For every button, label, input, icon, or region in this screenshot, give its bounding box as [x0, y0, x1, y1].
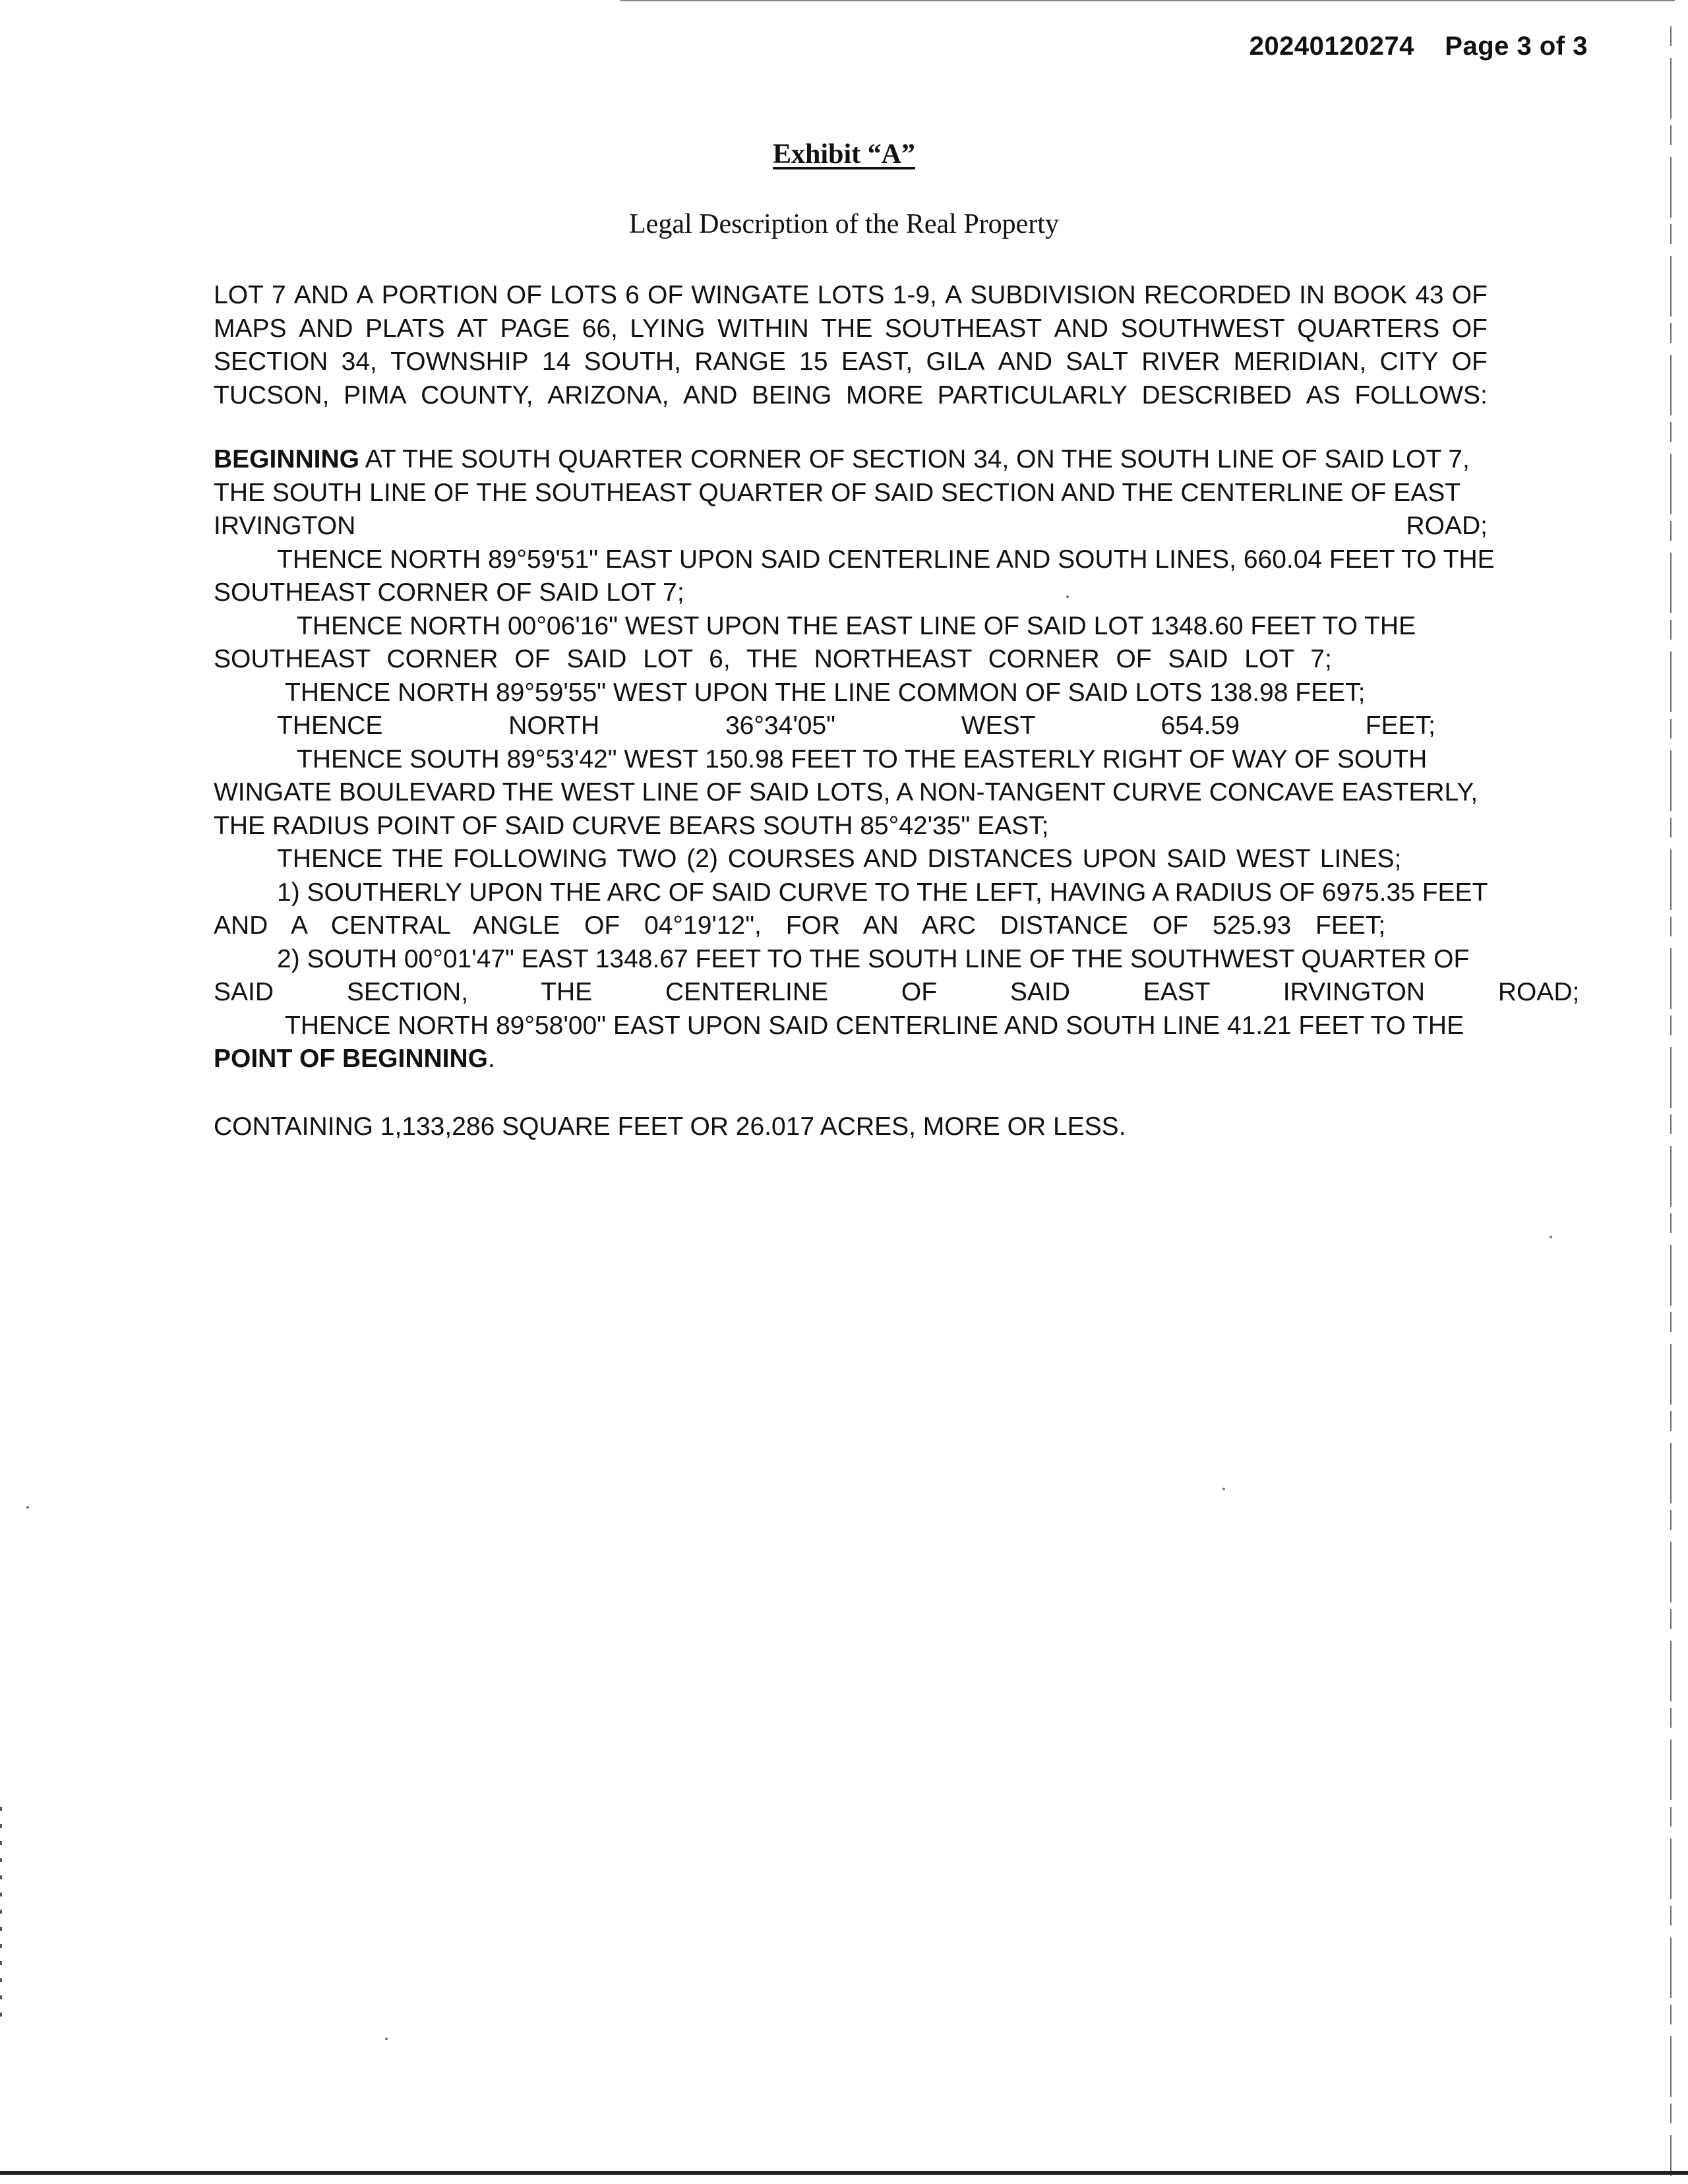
scan-speck	[1222, 1488, 1225, 1490]
text-line: BEGINNING AT THE SOUTH QUARTER CORNER OF SECTION 34, ON THE SOUTH LINE OF SAID LOT 7,	[214, 445, 1470, 473]
scan-speck	[26, 1506, 29, 1509]
text-line: IRVINGTON ROAD;	[214, 512, 1488, 540]
text-line: 1) SOUTHERLY UPON THE ARC OF SAID CURVE TO THE LEFT, HAVING A RADIUS OF 6975.35 FEET	[277, 878, 1488, 907]
document-number: 20240120274	[1249, 32, 1414, 61]
text-line: LOT 7 AND A PORTION OF LOTS 6 OF WINGATE LOTS 1-9, A SUBDIVISION RECORDED IN BOOK 43 OF	[214, 281, 1488, 309]
scan-edge-left	[0, 1807, 2, 2018]
text-line: MAPS AND PLATS AT PAGE 66, LYING WITHIN THE SOUTHEAST AND SOUTHWEST QUARTERS OF	[214, 314, 1488, 343]
area-statement	[214, 1110, 1488, 1144]
text-line: THE RADIUS POINT OF SAID CURVE BEARS SOUTH 85°42'35" EAST;	[214, 811, 1049, 840]
recording-header	[1250, 32, 1588, 61]
text-line: THENCE NORTH 89°58'00" EAST UPON SAID CENTERLINE AND SOUTH LINE 41.21 FEET TO THE	[285, 1011, 1464, 1040]
boundary-description	[214, 443, 1580, 1076]
text-line: SAID SECTION, THE CENTERLINE OF SAID EAST IRVINGTON ROAD;	[214, 978, 1580, 1006]
scan-edge-right	[1670, 26, 1672, 2176]
scan-speck	[385, 2038, 388, 2040]
exhibit-subtitle: Legal Description of the Real Property	[629, 209, 1059, 239]
page-label: Page 3 of 3	[1445, 32, 1588, 61]
text-line: THENCE NORTH 89°59'55" WEST UPON THE LINE COMMON OF SAID LOTS 138.98 FEET;	[285, 678, 1366, 707]
text-line: SOUTHEAST CORNER OF SAID LOT 6, THE NORTHEAST CORNER OF SAID LOT 7;	[214, 645, 1332, 673]
text-line: SOUTHEAST CORNER OF SAID LOT 7;	[214, 578, 684, 607]
beginning-label: BEGINNING	[214, 445, 360, 473]
text-line: CONTAINING 1,133,286 SQUARE FEET OR 26.017 ACRES, MORE OR LESS.	[214, 1112, 1126, 1141]
text-line: AND A CENTRAL ANGLE OF 04°19'12", FOR AN ARC DISTANCE OF 525.93 FEET;	[214, 911, 1386, 940]
intro-paragraph	[214, 279, 1488, 412]
scan-edge-top	[620, 0, 1675, 1]
text-line: THENCE SOUTH 89°53'42" WEST 150.98 FEET TO THE EASTERLY RIGHT OF WAY OF SOUTH	[297, 744, 1428, 774]
text-line: THENCE NORTH 00°06'16" WEST UPON THE EAST LINE OF SAID LOT 1348.60 FEET TO THE	[297, 611, 1416, 640]
exhibit-title: Exhibit “A”	[773, 139, 915, 169]
scan-edge-bottom	[0, 2171, 1688, 2175]
text-line: POINT OF BEGINNING.	[214, 1045, 495, 1073]
scan-speck	[1550, 1236, 1552, 1238]
text-line: THENCE THE FOLLOWING TWO (2) COURSES AND DISTANCES UPON SAID WEST LINES;	[277, 845, 1402, 873]
text-line: TUCSON, PIMA COUNTY, ARIZONA, AND BEING MORE PARTICULARLY DESCRIBED AS FOLLOWS:	[214, 380, 1488, 410]
text-line: SECTION 34, TOWNSHIP 14 SOUTH, RANGE 15 EAST, GILA AND SALT RIVER MERIDIAN, CITY OF	[214, 348, 1488, 376]
text-line: WINGATE BOULEVARD THE WEST LINE OF SAID LOTS, A NON-TANGENT CURVE CONCAVE EASTERLY,	[214, 778, 1478, 806]
point-of-beginning-label: POINT OF BEGINNING	[214, 1045, 489, 1073]
text-line: 2) SOUTH 00°01'47" EAST 1348.67 FEET TO THE SOUTH LINE OF THE SOUTHWEST QUARTER OF	[277, 944, 1470, 973]
text-line: THE SOUTH LINE OF THE SOUTHEAST QUARTER OF SAID SECTION AND THE CENTERLINE OF EAST	[214, 478, 1461, 507]
text-line: THENCE NORTH 36°34'05" WEST 654.59 FEET;	[277, 712, 1435, 740]
text-line: THENCE NORTH 89°59'51" EAST UPON SAID CENTERLINE AND SOUTH LINES, 660.04 FEET TO THE	[277, 545, 1495, 574]
